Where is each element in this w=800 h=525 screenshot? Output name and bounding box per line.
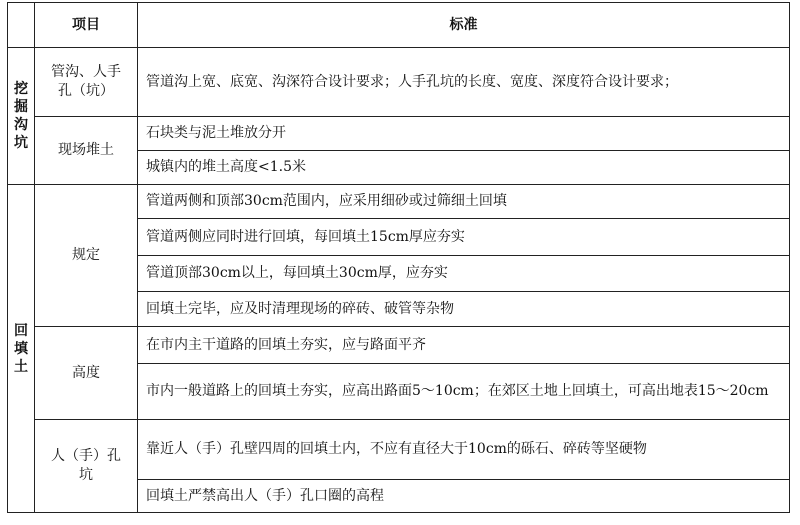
item-label: 高度 — [72, 364, 100, 381]
standard-cell: 城镇内的堆土高度<1.5米 — [138, 151, 790, 185]
standard-cell: 回填土严禁高出人（手）孔口圈的高程 — [138, 480, 790, 513]
standards-table — [7, 2, 790, 513]
item-label: 规定 — [72, 247, 100, 263]
item-label: 人（手）孔坑 — [51, 448, 121, 483]
header-category — [8, 3, 35, 48]
item-cell — [35, 48, 138, 117]
category-cell — [8, 48, 35, 185]
standard-cell: 靠近人（手）孔壁四周的回填土内，不应有直径大于10cm的砾石、碎砖等坚硬物 — [138, 420, 790, 480]
table-row — [8, 185, 790, 219]
item-label: 管沟、人手孔（坑） — [51, 64, 121, 99]
item-label: 现场堆土 — [58, 142, 114, 158]
table-row — [8, 117, 790, 151]
category-cell — [8, 185, 35, 513]
header-item: 项目 — [35, 3, 138, 48]
table-row — [8, 420, 790, 480]
standard-cell: 市内一般道路上的回填土夯实，应高出路面5～10cm；在郊区土地上回填土，可高出地表15～20cm — [138, 364, 790, 420]
standard-cell: 回填土完毕，应及时清理现场的碎砖、破管等杂物 — [138, 292, 790, 327]
item-cell — [35, 117, 138, 185]
item-cell — [35, 327, 138, 420]
table-row — [8, 48, 790, 117]
item-cell — [35, 185, 138, 327]
table-row — [8, 327, 790, 364]
standard-cell: 管道沟上宽、底宽、沟深符合设计要求；人手孔坑的长度、宽度、深度符合设计要求； — [138, 48, 790, 117]
standard-cell: 管道顶部30cm以上，每回填土30cm厚，应夯实 — [138, 256, 790, 292]
category-label: 回填土 — [14, 322, 28, 375]
category-label: 挖掘沟坑 — [14, 81, 28, 151]
standard-cell: 管道两侧和顶部30cm范围内，应采用细砂或过筛细土回填 — [138, 185, 790, 219]
standard-cell: 在市内主干道路的回填土夯实，应与路面平齐 — [138, 327, 790, 364]
header-row — [8, 3, 790, 48]
header-standard: 标准 — [138, 3, 790, 48]
standard-cell: 石块类与泥土堆放分开 — [138, 117, 790, 151]
item-cell — [35, 420, 138, 513]
standard-cell: 管道两侧应同时进行回填，每回填土15cm厚应夯实 — [138, 219, 790, 256]
